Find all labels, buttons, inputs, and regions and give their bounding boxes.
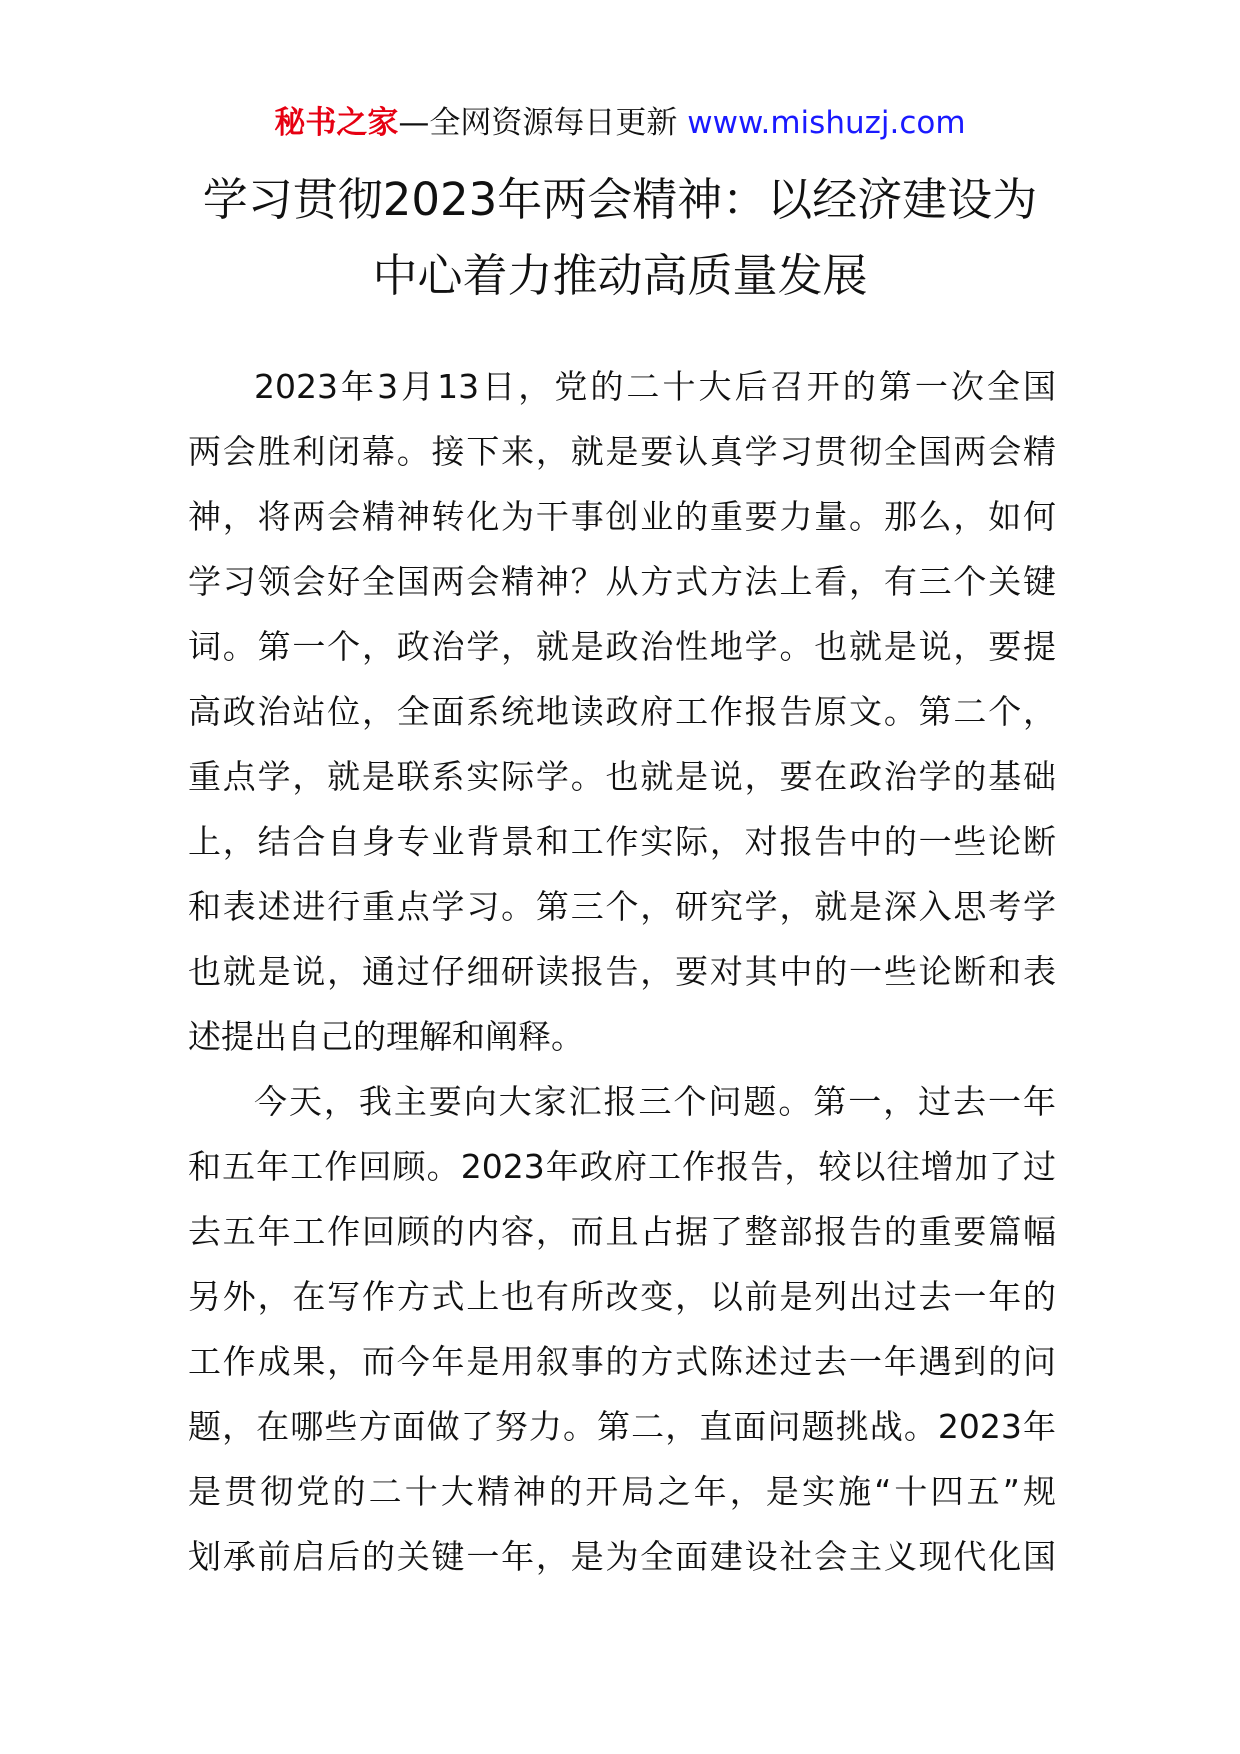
text-line: 是贯彻党的二十大精神的开局之年，是实施“十四五”规 — [188, 1472, 1056, 1511]
site-slogan: —全网资源每日更新 — [398, 105, 688, 141]
text-line: 和表述进行重点学习。第三个，研究学，就是深入思考学 — [188, 887, 1056, 926]
text-line: 上，结合自身专业背景和工作实际，对报告中的一些论断 — [188, 822, 1056, 861]
site-url-link[interactable]: www.mishuzj.com — [687, 105, 966, 141]
text-line: 词。第一个，政治学，就是政治性地学。也就是说，要提 — [188, 627, 1056, 666]
text-line: 述提出自己的理解和阐释。 — [188, 1017, 584, 1056]
text-line: 重点学，就是联系实际学。也就是说，要在政治学的基础 — [188, 757, 1056, 796]
site-header — [0, 100, 1240, 146]
text-line: 学习领会好全国两会精神？从方式方法上看，有三个关键 — [188, 562, 1056, 601]
site-brand: 秘书之家 — [274, 105, 399, 141]
text-line: 和五年工作回顾。2023年政府工作报告，较以往增加了过 — [188, 1147, 1056, 1186]
document-title — [160, 162, 1080, 314]
text-line: 也就是说，通过仔细研读报告，要对其中的一些论断和表 — [188, 952, 1056, 991]
text-line: 2023年3月13日，党的二十大后召开的第一次全国 — [254, 367, 1056, 406]
paragraph-2 — [188, 1069, 1056, 1589]
text-line: 划承前启后的关键一年，是为全面建设社会主义现代化国 — [188, 1537, 1056, 1576]
text-line: 去五年工作回顾的内容，而且占据了整部报告的重要篇幅 — [188, 1212, 1056, 1251]
text-line: 神，将两会精神转化为干事创业的重要力量。那么，如何 — [188, 497, 1056, 536]
text-line: 工作成果，而今年是用叙事的方式陈述过去一年遇到的问 — [188, 1342, 1056, 1381]
text-line: 另外，在写作方式上也有所改变，以前是列出过去一年的 — [188, 1277, 1056, 1316]
text-line: 今天，我主要向大家汇报三个问题。第一，过去一年 — [254, 1082, 1056, 1121]
text-line: 题，在哪些方面做了努力。第二，直面问题挑战。2023年 — [188, 1407, 1056, 1446]
text-line: 高政治站位，全面系统地读政府工作报告原文。第二个， — [188, 692, 1056, 731]
title-line: 中心着力推动高质量发展 — [372, 249, 868, 302]
document-body — [188, 354, 1056, 1589]
paragraph-1 — [188, 354, 1056, 1069]
title-line: 学习贯彻2023年两会精神：以经济建设为 — [202, 173, 1038, 226]
text-line: 两会胜利闭幕。接下来，就是要认真学习贯彻全国两会精 — [188, 432, 1056, 471]
